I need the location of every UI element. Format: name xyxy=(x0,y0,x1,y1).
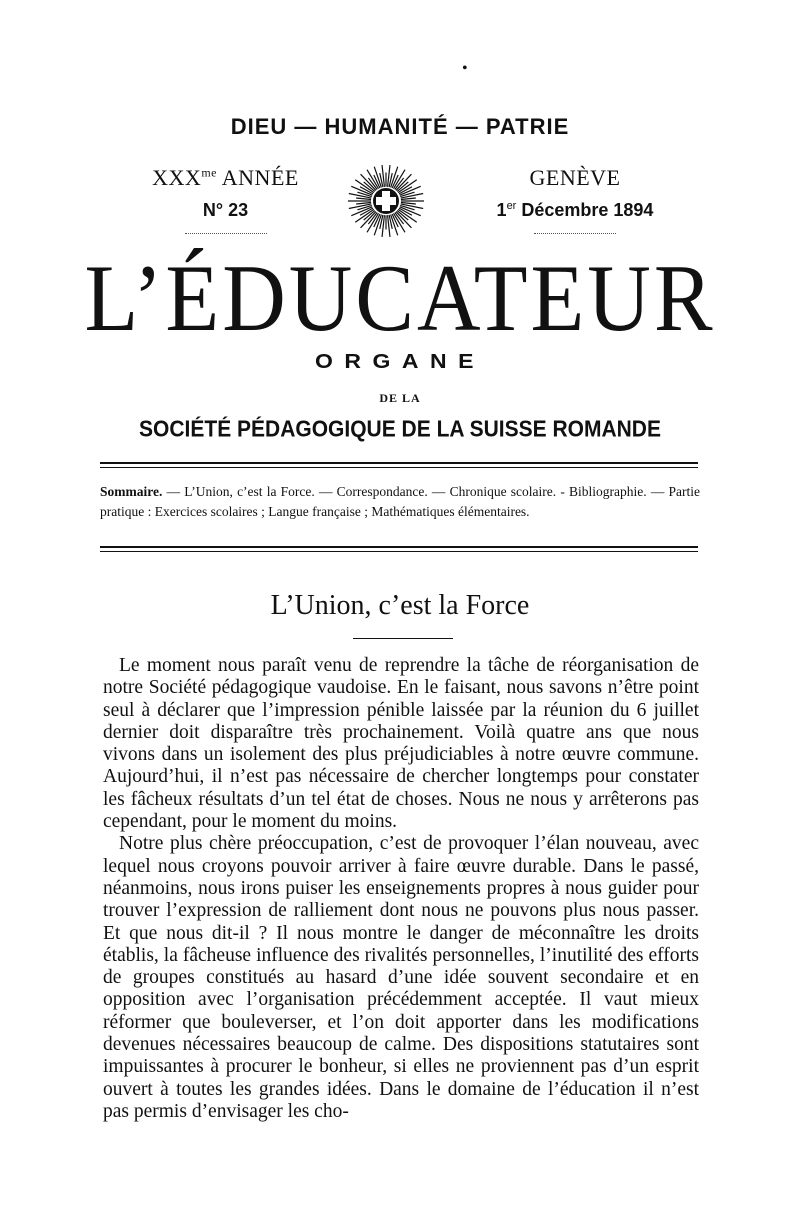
ornament-line xyxy=(185,233,267,238)
table-of-contents xyxy=(100,482,700,522)
emblem-ray xyxy=(401,198,416,199)
issue-date: 1er Décembre 1894 xyxy=(496,200,654,220)
article-body xyxy=(103,655,699,1123)
ornament-line xyxy=(534,233,616,238)
emblem-ray xyxy=(401,202,416,203)
divider xyxy=(100,462,698,468)
motto: DIEU — HUMANITÉ — PATRIE xyxy=(230,114,570,139)
city: GENÈVE xyxy=(529,165,621,190)
right-meta xyxy=(480,165,670,238)
paragraph: Notre plus chère préoccupation, c’est de provoquer l’élan nouveau, avec lequel nous croyons pouvoir arriver à faire œuvre durable. Dans le passé, néanmoins, nous irons puiser les enseignements propres à nous guider pour trouver l’expression de ralliement dont nous ne pouvons plus nous passer. Et que nous dit-il ? Il nous montre le danger de méconnaître les droits établis, la fâcheuse influence des rivalités personnelles, l’inutilité des efforts de groupes constitués au hasard d’une idée souvent secondaire et en opposition avec l’organisation précédemment acceptée. Il vaut mieux réformer que bouleverser, et l’on doit apporter dans les modifications devenues nécessaires beaucoup de calme. Des dispositions statutaires sont impuissantes à procurer le bonheur, si elles ne proviennent pas d’un esprit ouvert à toutes les grandes idées. Dans le domaine de l’éducation il n’est pas permis d’envisager les cho- xyxy=(103,833,699,1122)
subtitle-de-la: DE LA xyxy=(379,391,421,405)
swiss-cross-sunburst-icon xyxy=(340,160,432,242)
title-underline xyxy=(353,638,453,639)
ink-mark: • xyxy=(462,60,468,77)
divider xyxy=(100,546,698,552)
summary-text: — L’Union, c’est la Force. — Correspondance. — Chronique scolaire. - Bibliographie. — Partie pratique : Exercices scolaires ; Langue française ; Mathématiques élémentaires. xyxy=(100,484,700,519)
emblem-ray xyxy=(356,202,371,203)
journal-title: L’ÉDUCATEUR xyxy=(84,247,716,352)
left-meta xyxy=(138,165,313,238)
article-title: L’Union, c’est la Force xyxy=(270,590,530,621)
emblem-ray xyxy=(356,198,371,199)
volume-year: $XXX^{me}$ ANNÉE xyxy=(152,165,299,190)
paragraph: Le moment nous paraît venu de reprendre la tâche de réorganisation de notre Société pédagogique vaudoise. En le faisant, nous savons n’être point seul à déclarer que l’impression pénible laissée par la réunion du 6 juillet dernier doit disparaître très prochainement. Voilà quatre ans que nous vivons dans un isolement des plus préjudiciables à notre œuvre commune. Aujourd’hui, il n’est pas nécessaire de chercher longtemps pour constater les fâcheux résultats d’un tel état de choses. Nous ne nous y arrêterons pas cependant, pour le moment du moins. xyxy=(103,655,699,833)
subtitle-organe: ORGANE xyxy=(315,351,485,373)
society-name: SOCIÉTÉ PÉDAGOGIQUE DE LA SUISSE ROMANDE xyxy=(139,416,661,443)
summary-label: Sommaire. xyxy=(100,484,163,499)
issue-number: N° 23 xyxy=(202,200,249,220)
